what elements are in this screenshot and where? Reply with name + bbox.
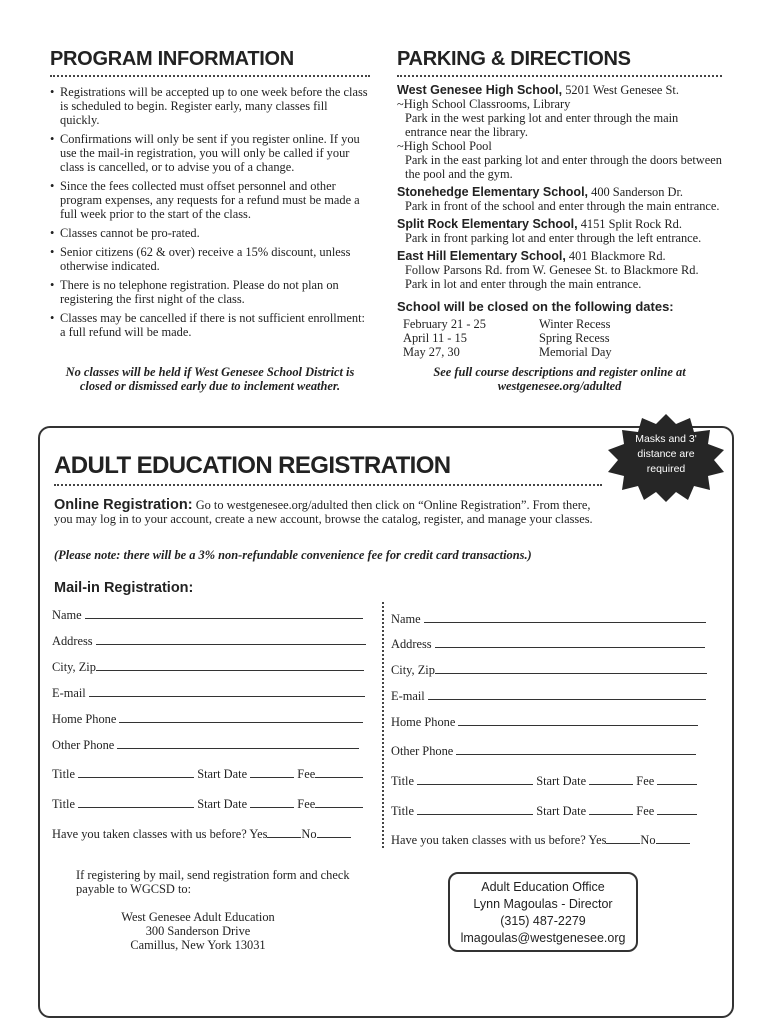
field-label: E-mail [52,686,86,700]
direction-line: ~High School Classrooms, Library [397,97,571,111]
office-email[interactable]: lmagoulas@westgenesee.org [460,931,626,945]
field-label: Fee [297,767,316,781]
school-name: West Genesee High School, [397,83,563,97]
class1-field[interactable] [52,767,363,782]
cityzip-field[interactable] [52,660,364,675]
field-label: Fee [636,774,655,788]
divider [54,484,602,486]
field-label: City, Zip [391,663,435,677]
field-label: Fee [297,797,316,811]
program-info-title: PROGRAM INFORMATION [50,48,294,70]
school-east-hill [397,249,722,263]
direction-line: Park in lot and enter through the main entrance. [405,277,642,291]
weather-note: No classes will be held if West Genesee School District is closed or dismissed early due to inclement weather. [65,365,355,393]
other-phone-field[interactable] [52,738,359,753]
parking-section [397,48,722,393]
field-label: Name [52,608,82,622]
class2-field[interactable] [391,804,697,819]
class2-field[interactable] [52,797,363,812]
other-phone-field[interactable] [391,744,696,759]
school-address: 5201 West Genesee St. [565,83,679,97]
school-name: East Hill Elementary School, [397,249,566,263]
school-wghs [397,83,722,97]
direction-line: Follow Parsons Rd. from W. Genesee St. to Blackmore Rd. [405,263,699,277]
masks-badge [604,412,728,504]
address-line: 300 Sanderson Drive [145,924,251,938]
field-label: Title [52,767,75,781]
school-address: 401 Blackmore Rd. [568,249,666,263]
field-label: Start Date [197,797,248,811]
program-bullet: • Classes cannot be pro-rated. [50,226,370,240]
field-label: E-mail [391,689,425,703]
direction-line: Park in the east parking lot and enter through the doors between the pool and the gym. [405,153,722,181]
field-label: Have you taken classes with us before? Yes [52,827,268,841]
school-split-rock [397,217,722,231]
field-label: Start Date [197,767,248,781]
name-field[interactable] [391,612,706,627]
home-phone-field[interactable] [391,715,698,730]
field-label: Other Phone [391,744,454,758]
field-label: Title [52,797,75,811]
address-line: West Genesee Adult Education [121,910,275,924]
closed-date: February 21 - 25 [403,317,486,331]
closed-date: May 27, 30 [403,345,460,359]
closed-date-row [397,317,722,331]
online-registration [54,498,610,526]
office-director: Lynn Magoulas - Director [473,897,613,911]
field-label: No [301,827,317,841]
closed-dates-title: School will be closed on the following dates: [397,299,674,314]
office-phone: (315) 487-2279 [500,914,586,928]
divider [50,75,370,77]
school-name: Split Rock Elementary School, [397,217,578,231]
program-bullet-list [50,85,370,339]
mail-label: Mail-in Registration: [54,580,194,596]
fee-note: (Please note: there will be a 3% non-refundable convenience fee for credit card transactions.) [54,548,532,562]
mailing-address [90,910,306,952]
divider [397,75,722,77]
taken-before-field[interactable] [391,833,690,848]
registration-title: ADULT EDUCATION REGISTRATION [54,452,451,479]
address-line: Camillus, New York 13031 [130,938,266,952]
school-stonehedge [397,185,722,199]
closed-reason: Winter Recess [539,317,611,331]
program-info-section [50,48,370,393]
field-label: Other Phone [52,738,115,752]
program-bullet: • Classes may be cancelled if there is not sufficient enrollment: a full refund will be made. [50,311,370,339]
taken-before-field[interactable] [52,827,351,842]
field-label: Start Date [536,804,587,818]
school-address: 400 Sanderson Dr. [591,185,684,199]
office-title: Adult Education Office [481,880,605,894]
program-bullet: • Registrations will be accepted up to one week before the class is scheduled to begin. Register early, many classes fill quickly. [50,85,370,127]
direction-line: Park in front parking lot and enter through the left entrance. [405,231,702,245]
form-separator [382,602,384,848]
cityzip-field[interactable] [391,663,707,678]
field-label: City, Zip [52,660,96,674]
address-field[interactable] [391,637,705,652]
closed-reason: Memorial Day [539,345,612,359]
field-label: Start Date [536,774,587,788]
field-label: Address [391,637,432,651]
program-bullet: • Senior citizens (62 & over) receive a 15% discount, unless otherwise indicated. [50,245,370,273]
closed-date-row [397,345,722,359]
direction-line: ~High School Pool [397,139,492,153]
program-bullet: • Confirmations will only be sent if you register online. If you use the mail-in registration, you will only be called if your class is cancelled, or to advise you of a change. [50,132,370,174]
closed-reason: Spring Recess [539,331,610,345]
field-label: Name [391,612,421,626]
program-bullet: • Since the fees collected must offset personnel and other program expenses, any requests for a refund must be made a full week prior to the start of the class. [50,179,370,221]
direction-line: Park in the west parking lot and enter through the main entrance near the library. [405,111,679,139]
online-text: Go to westgenesee.org/adulted then click on “Online Registration”. From there, you may log in to your account, create a new account, browse the catalog, register, and manage your classes. [54,498,593,526]
email-field[interactable] [52,686,365,701]
address-field[interactable] [52,634,366,649]
school-address: 4151 Split Rock Rd. [580,217,682,231]
badge-text: Masks and 3' distance are required [635,433,697,475]
program-bullet: • There is no telephone registration. Please do not plan on registering the first night of the class. [50,278,370,306]
field-label: Title [391,774,414,788]
school-name: Stonehedge Elementary School, [397,185,589,199]
field-label: Have you taken classes with us before? Yes [391,833,607,847]
home-phone-field[interactable] [52,712,363,727]
email-field[interactable] [391,689,706,704]
field-label: Fee [636,804,655,818]
field-label: Home Phone [52,712,117,726]
online-label: Online Registration: [54,497,193,513]
field-label: Address [52,634,93,648]
field-label: No [640,833,656,847]
field-label: Home Phone [391,715,456,729]
name-field[interactable] [52,608,363,623]
parking-title: PARKING & DIRECTIONS [397,48,631,70]
mail-instructions: If registering by mail, send registration form and check payable to WGCSD to: [76,868,350,896]
class1-field[interactable] [391,774,697,789]
direction-line: Park in front of the school and enter through the main entrance. [405,199,720,213]
see-full-note: See full course descriptions and register online at westgenesee.org/adulted [433,365,686,393]
closed-date-row [397,331,722,345]
closed-dates-list [397,317,722,359]
office-box [448,872,638,952]
field-label: Title [391,804,414,818]
closed-date: April 11 - 15 [403,331,467,345]
